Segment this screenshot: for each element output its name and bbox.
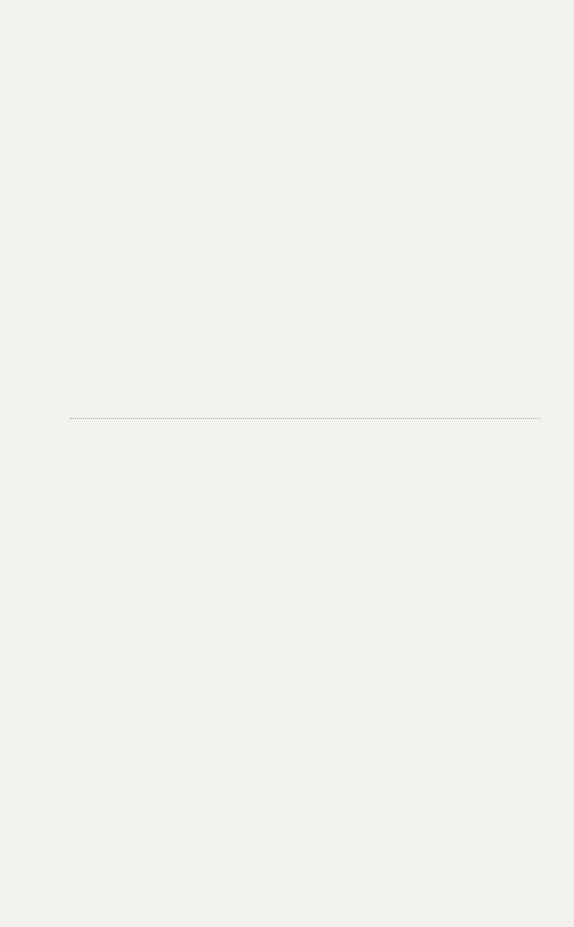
section-divider — [70, 418, 540, 419]
